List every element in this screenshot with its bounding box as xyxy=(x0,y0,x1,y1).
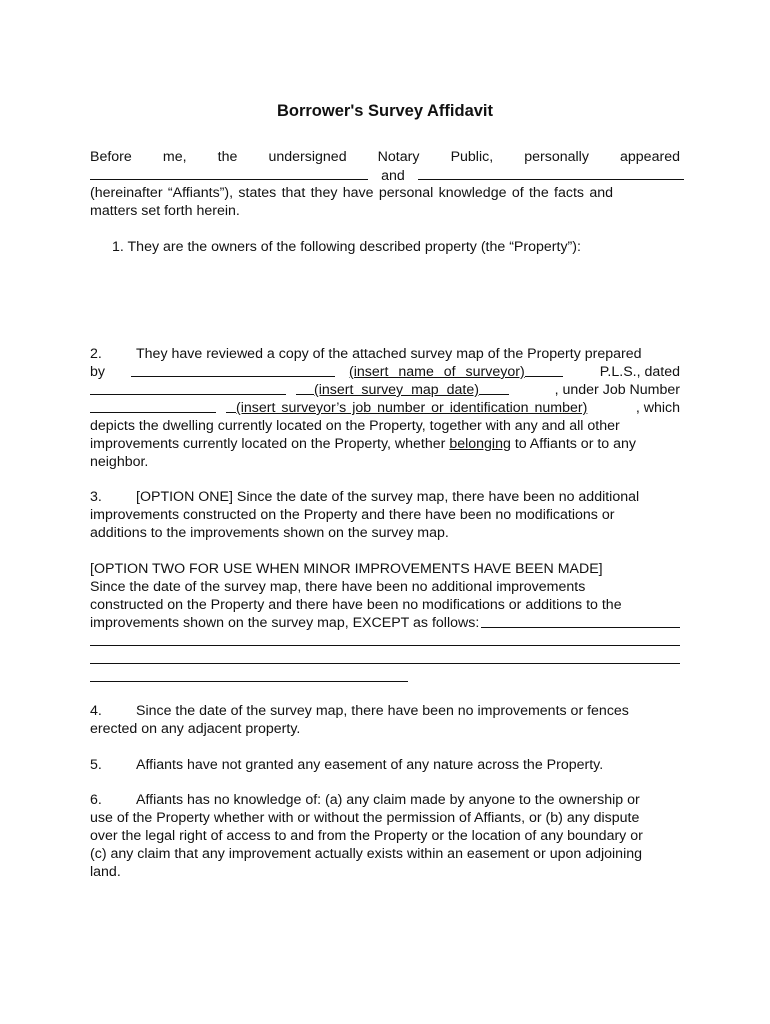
job-number-blank[interactable] xyxy=(90,399,216,413)
item-5-line-1 xyxy=(90,756,680,774)
intro-text: (hereinafter “Affiants”), states that they have personal knowledge of the facts and xyxy=(90,185,614,201)
item-6-line-5: land. xyxy=(90,864,121,880)
intro-and: and xyxy=(381,168,405,184)
by-label: by xyxy=(90,364,105,380)
item-number: 5. xyxy=(90,757,102,773)
surveyor-hint: (insert name of surveyor) xyxy=(348,364,525,380)
option-2-line-2: Since the date of the survey map, there have been no additional improvements xyxy=(90,579,586,595)
item-6-line-4: (c) any claim that any improvement actually exists within an easement or upon adjoining xyxy=(90,846,643,862)
surveyor-name-blank[interactable] xyxy=(131,363,335,377)
date-hint: (insert survey map date) xyxy=(314,382,479,398)
item-2-line-4 xyxy=(90,399,680,417)
intro-line-1 xyxy=(90,148,680,166)
intro-word: Public, xyxy=(450,149,494,165)
intro-word: personally xyxy=(524,149,589,165)
date-hint-rule xyxy=(296,381,314,395)
item-2-text: to Affiants or to any xyxy=(510,436,637,452)
which-text: , which xyxy=(635,400,680,416)
item-2-line-7: neighbor. xyxy=(90,454,149,470)
pls-dated: P.L.S., dated xyxy=(599,364,680,380)
item-4-line-1 xyxy=(90,702,680,720)
intro-line-3 xyxy=(90,184,680,202)
item-6-line-2: use of the Property whether with or without the permission of Affiants, or (b) any dispute xyxy=(90,810,640,826)
item-number: 6. xyxy=(90,792,102,808)
date-hint-rule-2 xyxy=(479,381,509,395)
exceptions-line-3[interactable] xyxy=(90,663,680,664)
item-2-line-2 xyxy=(90,363,680,381)
intro-line-4: matters set forth herein. xyxy=(90,203,240,219)
intro-line-2 xyxy=(90,166,680,185)
item-3-line-2: improvements constructed on the Property and there have been no modifications or xyxy=(90,507,615,523)
item-3-text: [OPTION ONE] Since the date of the survey map, there have been no additional xyxy=(136,489,640,505)
job-hint-rule xyxy=(226,399,236,413)
intro-word: Notary xyxy=(377,149,420,165)
item-number: 3. xyxy=(90,489,102,505)
exceptions-line-2[interactable] xyxy=(90,645,680,646)
affiant-2-blank[interactable] xyxy=(418,166,684,180)
intro-word: appeared xyxy=(620,149,680,165)
item-2-line-5: depicts the dwelling currently located on the Property, together with any and all other xyxy=(90,418,620,434)
intro-word: Before xyxy=(90,149,132,165)
item-6-line-3: over the legal right of access to and from the Property or the location of any boundary or xyxy=(90,828,643,844)
item-3-line-3: additions to the improvements shown on the survey map. xyxy=(90,525,449,541)
option-2-line-3: constructed on the Property and there have been no modifications or additions to the xyxy=(90,597,622,613)
surveyor-hint-rule xyxy=(525,363,563,377)
item-6-text: Affiants has no knowledge of: (a) any claim made by anyone to the ownership or xyxy=(136,792,640,808)
item-4-line-2: erected on any adjacent property. xyxy=(90,721,301,737)
survey-date-blank[interactable] xyxy=(90,381,286,395)
item-3-line-1 xyxy=(90,488,680,506)
job-number-label: , under Job Number xyxy=(554,382,680,398)
exceptions-blank[interactable] xyxy=(481,614,680,628)
item-6-line-1 xyxy=(90,791,680,809)
item-2-text: improvements currently located on the Property, whether xyxy=(90,436,450,452)
option-2-line-4 xyxy=(90,614,680,632)
option-2-text: improvements shown on the survey map, EXCEPT as follows: xyxy=(90,615,480,631)
intro-word: undersigned xyxy=(268,149,347,165)
item-number: 2. xyxy=(90,346,102,362)
item-2-line-3 xyxy=(90,381,680,399)
item-2-line-1 xyxy=(90,345,680,363)
intro-word: me, xyxy=(162,149,187,165)
affiant-1-blank[interactable] xyxy=(90,166,368,180)
belonging-word: belonging xyxy=(449,436,511,452)
item-2-text: They have reviewed a copy of the attached survey map of the Property prepared xyxy=(136,346,642,362)
item-number: 4. xyxy=(90,703,102,719)
option-2-line-1: [OPTION TWO FOR USE WHEN MINOR IMPROVEMENTS HAVE BEEN MADE] xyxy=(90,561,603,577)
exceptions-line-4[interactable] xyxy=(90,681,408,682)
job-hint: (insert surveyor’s job number or identification number) xyxy=(236,400,588,416)
item-1: 1. They are the owners of the following described property (the “Property”): xyxy=(112,239,581,255)
item-2-line-6 xyxy=(90,435,680,453)
item-5-text: Affiants have not granted any easement of any nature across the Property. xyxy=(136,757,604,773)
item-4-text: Since the date of the survey map, there have been no improvements or fences xyxy=(136,703,629,719)
intro-word: the xyxy=(217,149,238,165)
document-title: Borrower's Survey Affidavit xyxy=(276,102,494,120)
